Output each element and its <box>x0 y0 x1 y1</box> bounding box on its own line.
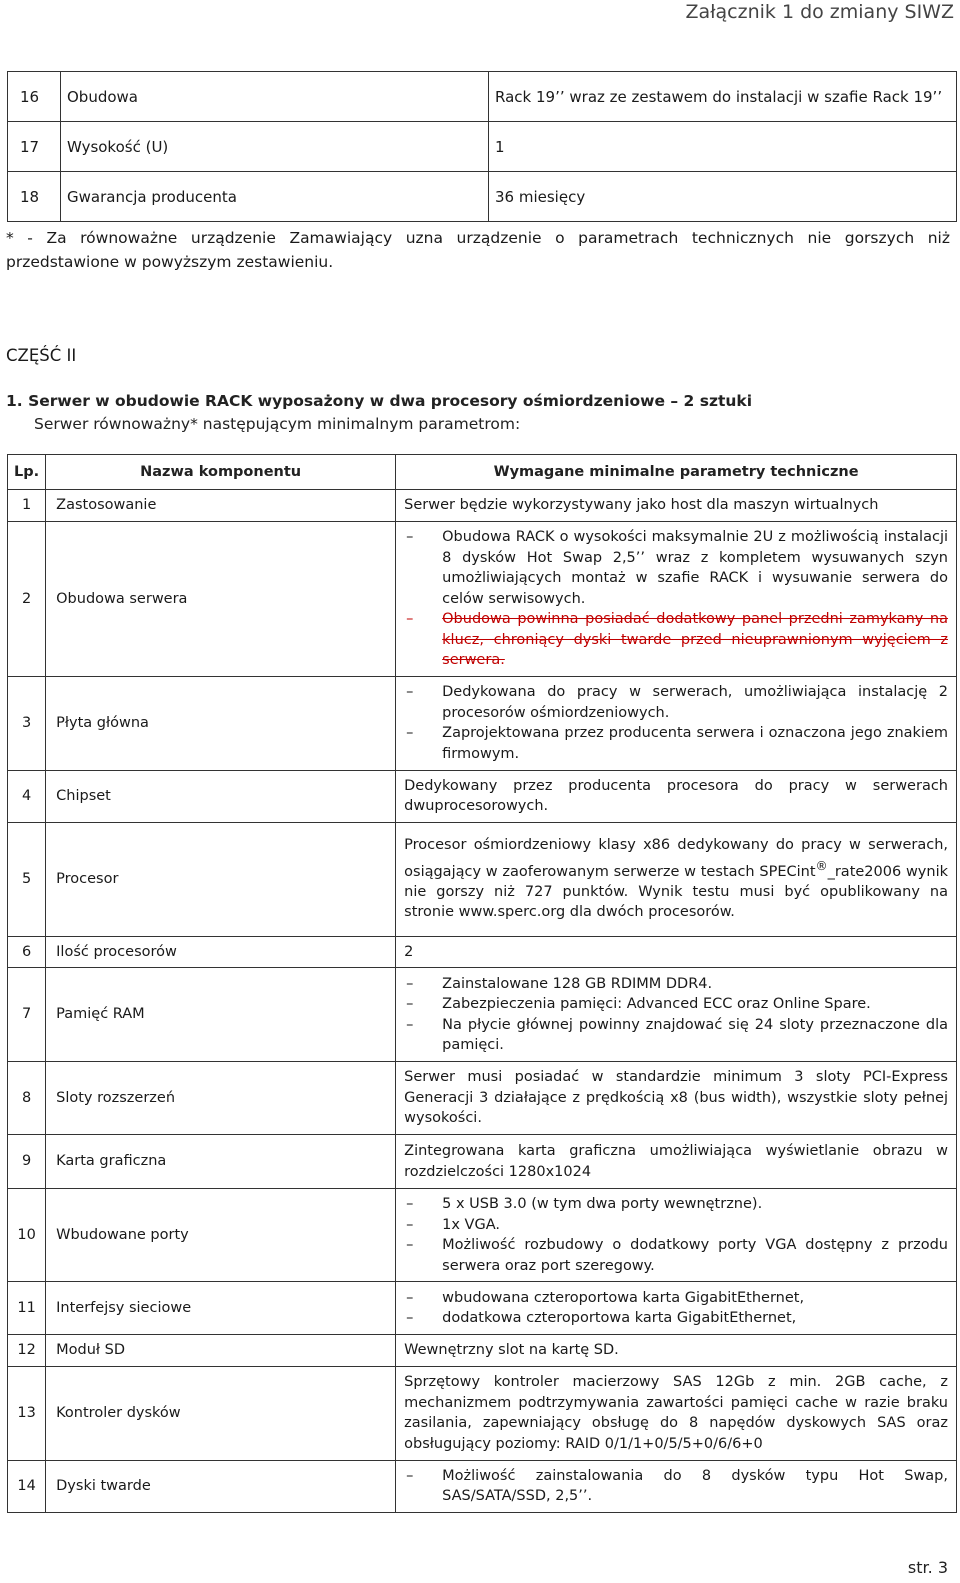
list-item: – Obudowa RACK o wysokości maksymalnie 2U z możliwością instalacji 8 dysków Hot Swap 2,5’’ wraz z kompletem wysuwanych szyn umożliwiających montaż w szafie RACK i wysuwanie serwera do celów serwisowych. <box>404 527 948 609</box>
row-name: Ilość procesorów <box>46 936 396 968</box>
row-name: Dyski twarde <box>46 1460 396 1512</box>
table-row <box>8 936 957 968</box>
list-item: – Zainstalowane 128 GB RDIMM DDR4. <box>404 974 948 995</box>
row-name: Chipset <box>46 770 396 822</box>
row-value <box>396 822 957 936</box>
row-number: 13 <box>8 1366 46 1460</box>
row-value <box>396 676 957 770</box>
row-value: Dedykowany przez producenta procesora do pracy w serwerach dwuprocesorowych. <box>396 770 957 822</box>
part-label: CZĘŚĆ II <box>6 346 77 365</box>
list-item: – Dedykowana do pracy w serwerach, umożliwiająca instalację 2 procesorów ośmiordzeniowych. <box>404 682 948 723</box>
row-number: 1 <box>8 490 46 522</box>
row-value: Serwer musi posiadać w standardzie minimum 3 sloty PCI-Express Generacji 3 działające z prędkością x8 (bus width), wszystkie sloty pełnej wysokości. <box>396 1062 957 1135</box>
row-name: Karta graficzna <box>46 1135 396 1189</box>
struck-list-item: – Obudowa powinna posiadać dodatkowy panel przedni zamykany na klucz, chroniący dyski twarde przed nieuprawnionym wyjęciem z serwera. <box>404 609 948 671</box>
row-name: Płyta główna <box>46 676 396 770</box>
row-number: 2 <box>8 522 46 677</box>
processor-text-b: _rate2006 wynik nie gorszy niż 727 punktów. Wynik testu musi być opublikowany na stronie www.sperc.org dla dwóch procesorów. <box>404 863 948 921</box>
row-name: Wbudowane porty <box>46 1189 396 1282</box>
table-row <box>8 676 957 770</box>
bullet-list <box>404 974 948 1056</box>
row-value: 36 miesięcy <box>489 172 957 222</box>
list-item: – Zabezpieczenia pamięci: Advanced ECC oraz Online Spare. <box>404 994 948 1015</box>
row-value <box>396 1460 957 1512</box>
table-row <box>8 1062 957 1135</box>
table-row <box>8 1135 957 1189</box>
processor-text-a: Procesor ośmiordzeniowy klasy x86 dedykowany do pracy w serwerach, osiągający w zaoferowanym serwerze w testach SPECint <box>404 837 948 880</box>
row-value <box>396 1282 957 1335</box>
table-row <box>8 968 957 1062</box>
row-name: Zastosowanie <box>46 490 396 522</box>
row-value <box>396 968 957 1062</box>
row-name: Pamięć RAM <box>46 968 396 1062</box>
row-value: Wewnętrzny slot na kartę SD. <box>396 1335 957 1367</box>
row-number: 10 <box>8 1189 46 1282</box>
row-name: Procesor <box>46 822 396 936</box>
header-lp: Lp. <box>8 455 46 490</box>
row-name: Wysokość (U) <box>61 122 489 172</box>
table-row <box>8 172 957 222</box>
section-subheading: Serwer równoważny* następującym minimalnym parametrom: <box>34 415 521 433</box>
row-number: 6 <box>8 936 46 968</box>
list-item: – Możliwość rozbudowy o dodatkowy porty VGA dostępny z przodu serwera oraz port szeregowy. <box>404 1235 948 1276</box>
row-name: Kontroler dysków <box>46 1366 396 1460</box>
row-name: Obudowa serwera <box>46 522 396 677</box>
section-heading: 1. Serwer w obudowie RACK wyposażony w dwa procesory ośmiordzeniowe – 2 sztuki <box>6 392 753 410</box>
list-item: – Na płycie głównej powinny znajdować się 24 sloty przeznaczone dla pamięci. <box>404 1015 948 1056</box>
bullet-list <box>404 1194 948 1276</box>
table-row <box>8 1189 957 1282</box>
row-number: 4 <box>8 770 46 822</box>
header-name: Nazwa komponentu <box>46 455 396 490</box>
row-value: Serwer będzie wykorzystywany jako host dla maszyn wirtualnych <box>396 490 957 522</box>
row-value: Zintegrowana karta graficzna umożliwiająca wyświetlanie obrazu w rozdzielczości 1280x1024 <box>396 1135 957 1189</box>
row-value: 1 <box>489 122 957 172</box>
table-row <box>8 1366 957 1460</box>
row-number: 3 <box>8 676 46 770</box>
row-name: Sloty rozszerzeń <box>46 1062 396 1135</box>
top-spec-table <box>7 71 957 222</box>
row-number: 18 <box>8 172 61 222</box>
row-value: 2 <box>396 936 957 968</box>
row-number: 11 <box>8 1282 46 1335</box>
bullet-list <box>404 1466 948 1507</box>
row-name: Moduł SD <box>46 1335 396 1367</box>
row-number: 5 <box>8 822 46 936</box>
row-value <box>396 522 957 677</box>
bullet-list <box>404 527 948 671</box>
row-number: 16 <box>8 72 61 122</box>
row-number: 8 <box>8 1062 46 1135</box>
list-item: – wbudowana czteroportowa karta GigabitEthernet, <box>404 1288 948 1309</box>
spec-table <box>7 454 957 1513</box>
registered-mark: ® <box>815 858 828 873</box>
page-number: str. 3 <box>907 1558 948 1577</box>
row-name: Obudowa <box>61 72 489 122</box>
row-value <box>396 1189 957 1282</box>
table-row <box>8 1460 957 1512</box>
list-item: – 5 x USB 3.0 (w tym dwa porty wewnętrzne). <box>404 1194 948 1215</box>
table-row <box>8 122 957 172</box>
list-item: – 1x VGA. <box>404 1215 948 1236</box>
table-row <box>8 72 957 122</box>
bullet-list <box>404 1288 948 1329</box>
row-number: 9 <box>8 1135 46 1189</box>
table-row <box>8 1335 957 1367</box>
header-params: Wymagane minimalne parametry techniczne <box>396 455 957 490</box>
list-item: – dodatkowa czteroportowa karta GigabitEthernet, <box>404 1308 948 1329</box>
equivalence-note: * - Za równoważne urządzenie Zamawiający uzna urządzenie o parametrach technicznych nie gorszych niż przedstawione w powyższym zestawieniu. <box>6 229 950 271</box>
table-row <box>8 1282 957 1335</box>
table-row <box>8 490 957 522</box>
row-number: 7 <box>8 968 46 1062</box>
page-header: Załącznik 1 do zmiany SIWZ <box>685 1 954 23</box>
row-name: Interfejsy sieciowe <box>46 1282 396 1335</box>
list-item: – Możliwość zainstalowania do 8 dysków typu Hot Swap, SAS/SATA/SSD, 2,5’’. <box>404 1466 948 1507</box>
bullet-list <box>404 682 948 764</box>
table-row <box>8 522 957 677</box>
row-number: 14 <box>8 1460 46 1512</box>
table-header-row <box>8 455 957 490</box>
row-number: 12 <box>8 1335 46 1367</box>
table-row <box>8 822 957 936</box>
row-name: Gwarancja producenta <box>61 172 489 222</box>
list-item: – Zaprojektowana przez producenta serwera i oznaczona jego znakiem firmowym. <box>404 723 948 764</box>
table-row <box>8 770 957 822</box>
row-value: Rack 19’’ wraz ze zestawem do instalacji w szafie Rack 19’’ <box>489 72 957 122</box>
row-number: 17 <box>8 122 61 172</box>
row-value: Sprzętowy kontroler macierzowy SAS 12Gb z min. 2GB cache, z mechanizmem podtrzymywania zawartości pamięci cache w razie braku zasilania, zapewniający obsługę do 8 napędów dyskowych SAS oraz obsługujący poziomy: RAID 0/1/1+0/5/5+0/6/6+0 <box>396 1366 957 1460</box>
